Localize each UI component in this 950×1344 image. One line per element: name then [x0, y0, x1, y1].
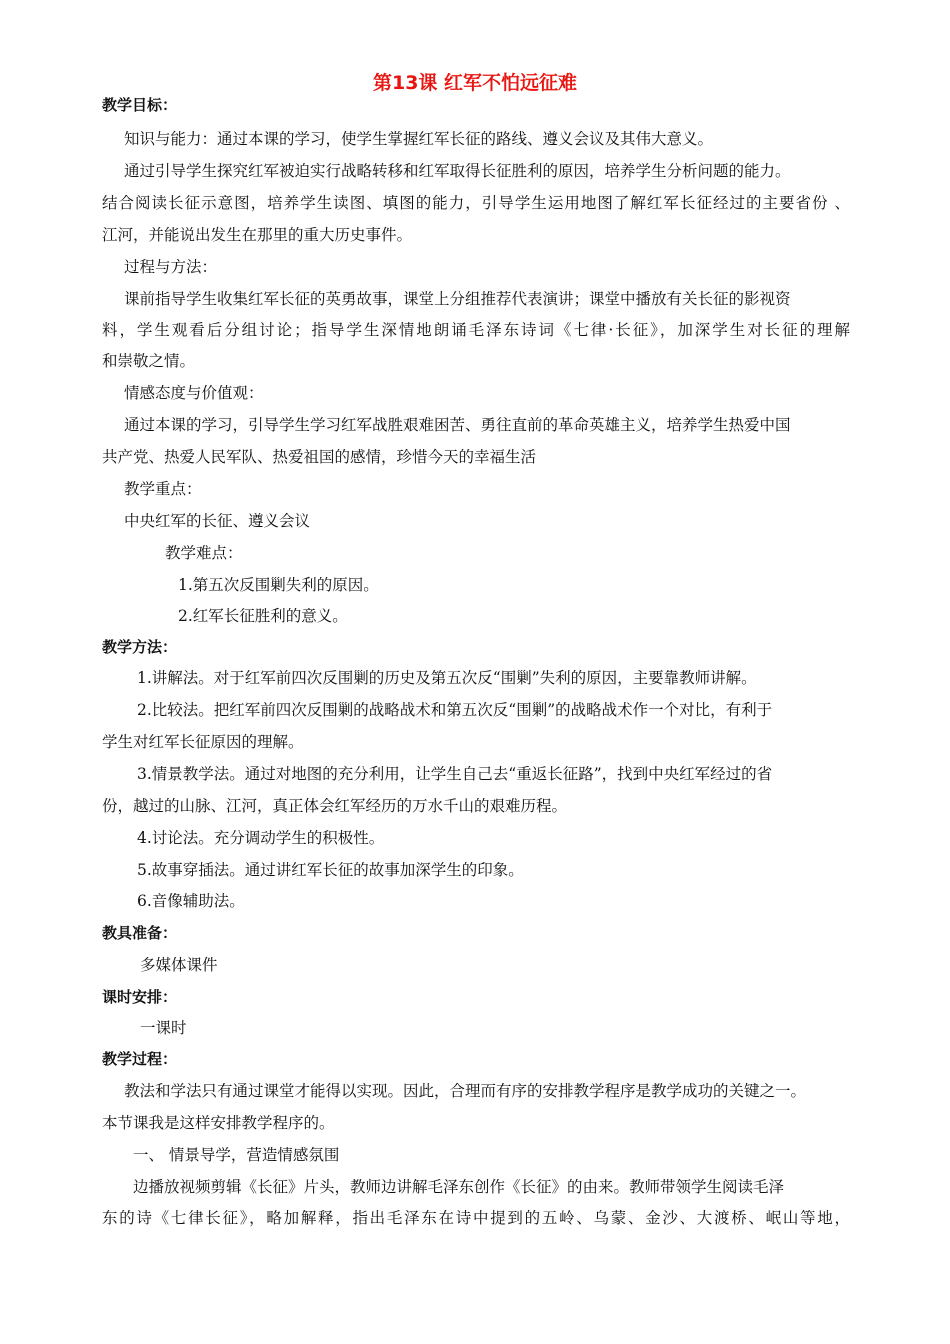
step-1-line-2: 东的诗《七律长征》，略加解释，指出毛泽东在诗中提到的五岭、乌蒙、金沙、大渡桥、岷山等地，: [102, 1209, 850, 1227]
schedule-heading: 课时安排：: [102, 988, 178, 1006]
process-label: 过程与方法：: [124, 258, 218, 276]
key-label: 教学重点：: [124, 480, 202, 498]
knowledge-line: 知识与能力：通过本课的学习，使学生掌握红军长征的路线、遵义会议及其伟大意义。: [124, 130, 714, 148]
procedure-heading: 教学过程：: [102, 1050, 178, 1068]
step-1-title: 一、 情景导学，营造情感氛围: [133, 1146, 340, 1164]
method-1: 1.讲解法。对于红军前四次反围剿的历史及第五次反“围剿”失利的原因，主要靠教师讲解。: [137, 669, 757, 687]
step-1-line-1: 边播放视频剪辑《长征》片头，教师边讲解毛泽东创作《长征》的由来。教师带领学生阅读毛泽: [133, 1178, 785, 1196]
tools-text: 多媒体课件: [140, 956, 218, 974]
key-text: 中央红军的长征、遵义会议: [124, 512, 311, 530]
process-line-1: 课前指导学生收集红军长征的英勇故事，课堂上分组推荐代表演讲；课堂中播放有关长征的影视资: [124, 290, 791, 308]
difficulty-2: 2.红军长征胜利的意义。: [178, 607, 348, 625]
objectives-heading: 教学目标：: [102, 96, 178, 114]
page-title: 第13课 红军不怕远征难: [372, 72, 578, 94]
difficulty-label: 教学难点：: [165, 544, 243, 562]
schedule-text: 一课时: [140, 1019, 187, 1037]
process-line-3: 和崇敬之情。: [102, 352, 196, 370]
method-3-line-1: 3.情景教学法。通过对地图的充分利用，让学生自己去“重返长征路”，找到中央红军经过的省: [137, 765, 773, 783]
tools-heading: 教具准备：: [102, 924, 178, 942]
map-line-2: 江河，并能说出发生在那里的重大历史事件。: [102, 226, 413, 244]
methods-heading: 教学方法：: [102, 638, 178, 656]
emotion-line-1: 通过本课的学习，引导学生学习红军战胜艰难困苦、勇往直前的革命英雄主义，培养学生热爱中国: [124, 416, 791, 434]
map-line-1: 结合阅读长征示意图，培养学生读图、填图的能力，引导学生运用地图了解红军长征经过的主要省份 、: [102, 194, 850, 212]
emotion-line-2: 共产党、热爱人民军队、热爱祖国的感情，珍惜今天的幸福生活: [102, 448, 537, 466]
process-line-2: 料，学生观看后分组讨论；指导学生深情地朗诵毛泽东诗词《七律·长征》，加深学生对长征的理解: [102, 321, 850, 339]
procedure-line-1: 教法和学法只有通过课堂才能得以实现。因此，合理而有序的安排教学程序是教学成功的关键之一。: [124, 1082, 807, 1100]
method-6: 6.音像辅助法。: [137, 892, 245, 910]
method-2-line-2: 学生对红军长征原因的理解。: [102, 733, 304, 751]
method-2-line-1: 2.比较法。把红军前四次反围剿的战略战术和第五次反“围剿”的战略战术作一个对比，有利于: [137, 701, 773, 719]
method-4: 4.讨论法。充分调动学生的积极性。: [137, 829, 385, 847]
guide-line: 通过引导学生探究红军被迫实行战略转移和红军取得长征胜利的原因，培养学生分析问题的能力。: [124, 162, 791, 180]
procedure-line-2: 本节课我是这样安排教学程序的。: [102, 1114, 335, 1132]
difficulty-1: 1.第五次反围剿失利的原因。: [178, 576, 379, 594]
method-3-line-2: 份，越过的山脉、江河，真正体会红军经历的万水千山的艰难历程。: [102, 797, 568, 815]
emotion-label: 情感态度与价值观：: [124, 384, 264, 402]
method-5: 5.故事穿插法。通过讲红军长征的故事加深学生的印象。: [137, 861, 524, 879]
